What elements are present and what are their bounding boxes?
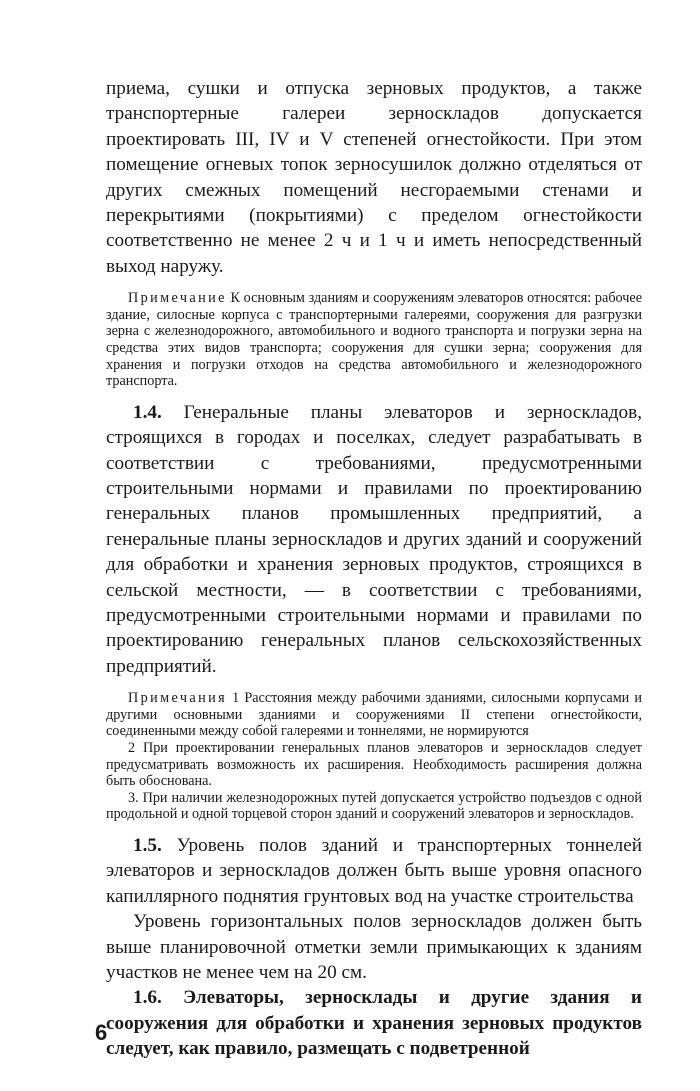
note-1-heading: Примечание xyxy=(128,290,227,307)
notes-2-item-3: 3. При наличии железнодорожных путей допускается устройство подъездов с одной продольной и одной торцевой сторон зданий и сооружений элеваторов и зерноскладов. xyxy=(106,789,642,823)
section-1-6-number: 1.6. xyxy=(133,987,162,1009)
section-1-4-number: 1.4. xyxy=(133,401,162,423)
paragraph-continuation: приема, сушки и отпуска зерновых продуктов, а также транспортерные галереи зерноскладов допускается проектировать III, IV и V степеней огнестойкости. При этом помещение огневых топок зерносушилок должно отделяться от других смежных помещений несгораемыми стенами и перекрытиями (покрытиями) с пределом огнестойкости соответственно не менее 2 ч и 1 ч и иметь непосредственный выход наружу. xyxy=(106,78,642,277)
section-1-5-number: 1.5. xyxy=(133,835,162,857)
section-1-4 xyxy=(106,400,642,679)
section-1-5 xyxy=(106,833,642,909)
notes-2-heading: Примечания xyxy=(128,690,227,707)
notes-2-item-1 xyxy=(106,690,642,740)
section-1-6-text: Элеваторы, зерносклады и другие здания и сооружения для обработки и хранения зерновых продуктов следует, как правило, размещать с подветренной xyxy=(106,987,642,1060)
section-1-6 xyxy=(106,985,642,1061)
notes-2-item-1-text: 1 Расстояния между рабочими зданиями, силосными корпусами и другими основными зданиями и сооружениями II степени огнестойкости, соединенными между собой галереями и тоннелями, не нормируются xyxy=(106,690,642,740)
section-1-5-text: Уровень полов зданий и транспортерных тоннелей элеваторов и зерноскладов должен быть выше уровня опасного капиллярного поднятия грунтовых вод на участке строительства xyxy=(106,835,642,907)
notes-2 xyxy=(106,690,642,823)
page-number: 6 xyxy=(95,1020,108,1045)
note-1-paragraph xyxy=(106,290,642,390)
section-1-4-text: Генеральные планы элеваторов и зерноскладов, строящихся в городах и поселках, следует разрабатывать в соответствии с требованиями, предусмотренными строительными нормами и правилами по проектированию генеральных планов промышленных предприятий, а генеральные планы зерноскладов и других зданий и сооружений для обработки и хранения зерновых продуктов, строящихся в сельской местности, — в соответствии с требованиями, предусмотренными строительными нормами и правилами по проектированию генеральных планов сельскохозяйственных предприятий. xyxy=(106,401,642,677)
notes-2-item-2: 2 При проектировании генеральных планов элеваторов и зерноскладов следует предусматривать возможность их расширения. Необходимость расширения должна быть обоснована. xyxy=(106,740,642,790)
section-1-5-paragraph-2: Уровень горизонтальных полов зерноскладов должен быть выше планировочной отметки земли примыкающих к зданиям участков не менее чем на 20 см. xyxy=(106,911,642,984)
note-1 xyxy=(106,290,642,390)
note-1-text: К основным зданиям и сооружениям элеваторов относятся: рабочее здание, силосные корпуса с транспортерными галереями, сооружения для разгрузки зерна с железнодорожного, автомобильного и водного транспорта и погрузки зерна на средства этих видов транспорта; сооружения для сушки зерна; сооружения для хранения и погрузки отходов на средства автомобильного и железнодорожного транспорта. xyxy=(106,290,642,390)
